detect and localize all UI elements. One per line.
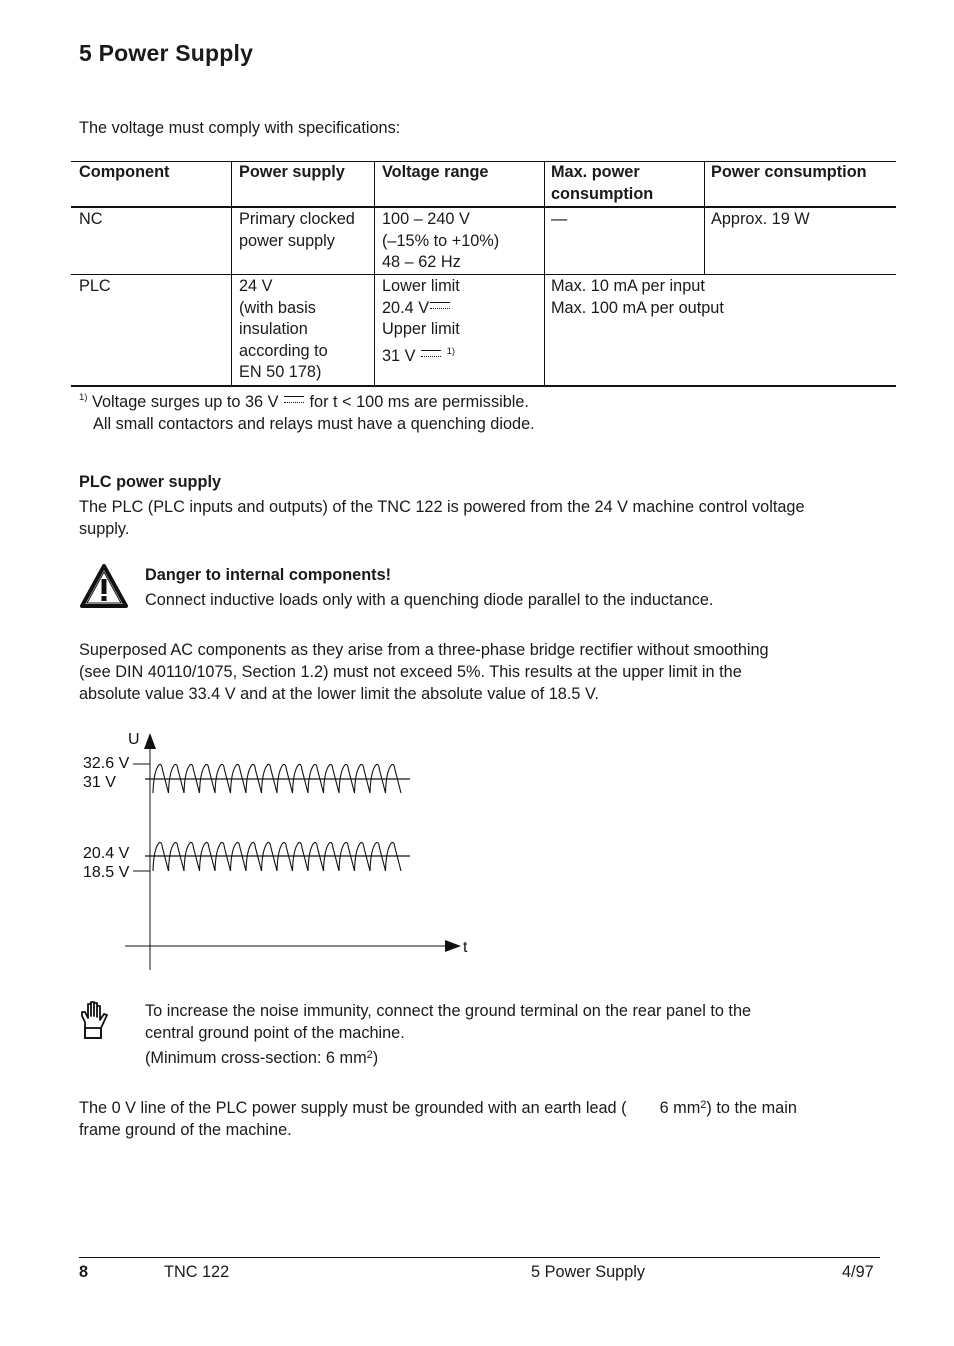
dc-symbol-icon xyxy=(429,302,451,312)
grounding-paragraph: The 0 V line of the PLC power supply must be grounded with an earth lead ( 6 $mm^2$) to the main frame ground of the machine. xyxy=(79,1099,797,1139)
tick-label: 20.4 V xyxy=(83,845,130,862)
header-power-consumption: Power consumption xyxy=(711,163,867,181)
header-component: Component xyxy=(79,163,170,181)
x-axis-label: t xyxy=(463,939,468,956)
cell-voltage-plc: Lower limit 20.4 V Upper limit 31 V $^{1)}$ xyxy=(382,277,460,365)
pointing-hand-icon xyxy=(79,1000,111,1040)
footer-date: 4/97 xyxy=(842,1263,874,1281)
cell-voltage-nc: 100 – 240 V (–15% to +10%) 48 – 62 Hz xyxy=(382,210,500,271)
dc-symbol-icon xyxy=(283,396,305,406)
note-text: To increase the noise immunity, connect the ground terminal on the rear panel to the central ground point of the machine. (Minimum cross-section: 6 $mm^2$) xyxy=(145,1002,752,1067)
cell-component-plc: PLC xyxy=(79,277,111,295)
footer-rule xyxy=(79,1257,880,1258)
page-number: 8 xyxy=(79,1263,89,1281)
cell-maxpower-nc: — xyxy=(551,210,568,228)
footer-product: TNC 122 xyxy=(164,1263,230,1281)
ripple-series-2 xyxy=(153,842,401,871)
footer-chapter: 5 Power Supply xyxy=(531,1263,646,1281)
x-axis-arrow-icon xyxy=(445,940,461,952)
tick-label: 31 V xyxy=(83,774,116,791)
dc-symbol-icon xyxy=(420,350,442,360)
table-col-divider xyxy=(544,161,545,386)
page-title: 5 Power Supply xyxy=(79,40,254,66)
footnote: $^{1)}$ Voltage surges up to 36 V for t < 100 ms are permissible. All small contactors and relays must have a quenching diode. xyxy=(79,392,535,433)
cell-consumption-nc: Approx. 19 W xyxy=(711,210,810,228)
header-power-supply: Power supply xyxy=(239,163,345,181)
ac-paragraph: Superposed AC components as they arise from a three-phase bridge rectifier without smoothing (see DIN 40110/1075, Section 1.2) must not exceed 5%. This results at the upper limit in the absolute value 33.4 V and at the lower limit the absolute value of 18.5 V. xyxy=(79,641,769,703)
y-axis-label: U xyxy=(128,731,140,748)
voltage-ripple-chart xyxy=(75,725,485,980)
intro-text: The voltage must comply with specifications: xyxy=(79,119,401,137)
warning-title: Danger to internal components! xyxy=(145,566,392,584)
y-axis-arrow-icon xyxy=(144,733,156,749)
cell-supply-nc: Primary clocked power supply xyxy=(239,210,355,250)
header-max-power: Max. power consumption xyxy=(551,163,654,203)
table-row-rule xyxy=(71,274,896,275)
warning-text: Connect inductive loads only with a quenching diode parallel to the inductance. xyxy=(145,591,714,609)
tick-label: 32.6 V xyxy=(83,755,130,772)
cell-component-nc: NC xyxy=(79,210,103,228)
section-heading: PLC power supply xyxy=(79,473,222,491)
plc-paragraph: The PLC (PLC inputs and outputs) of the TNC 122 is powered from the 24 V machine control voltage supply. xyxy=(79,498,805,538)
tick-label: 18.5 V xyxy=(83,864,130,881)
table-col-divider xyxy=(704,161,705,275)
header-voltage-range: Voltage range xyxy=(382,163,489,181)
cell-maxpower-plc: Max. 10 mA per input Max. 100 mA per output xyxy=(551,277,724,317)
warning-triangle-icon xyxy=(79,563,129,609)
table-col-divider xyxy=(374,161,375,386)
table-col-divider xyxy=(231,161,232,386)
table-header-rule xyxy=(71,206,896,208)
spec-table xyxy=(71,161,896,387)
cell-supply-plc: 24 V (with basis insulation according to EN 50 178) xyxy=(239,277,328,381)
